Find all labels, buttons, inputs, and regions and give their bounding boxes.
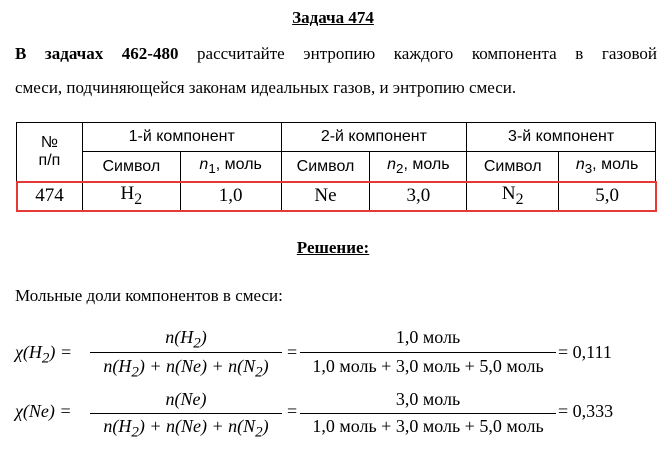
component-2-symbol: Ne	[281, 182, 370, 211]
formula2-value-denominator: 1,0 моль + 3,0 моль + 5,0 моль	[312, 416, 544, 436]
symbol-header-2: Символ	[281, 152, 370, 182]
solution-intro: Мольные доли компонентов в смеси:	[15, 286, 283, 305]
solution-title: Решение:	[296, 238, 370, 257]
component-1-header: 1-й компонент	[82, 123, 281, 152]
component-3-amount: 5,0	[559, 182, 656, 211]
component-1-symbol: $H_2$	[82, 182, 180, 211]
statement-rest: рассчитайте энтропию каждого компонента в газовой	[178, 44, 657, 63]
formula2-value-bar	[300, 413, 556, 414]
formula-mole-fraction-h2	[0, 325, 666, 385]
task-statement-line1	[15, 44, 657, 64]
formula1-lhs: $\chi(H_2)$ =	[15, 342, 73, 367]
n-header-3: $n_3$, моль	[559, 152, 656, 182]
component-3-header: 3-й компонент	[467, 123, 656, 152]
formula1-fraction-bar	[90, 352, 282, 353]
formula1-numerator: $n(H_2)$	[165, 327, 207, 352]
n-header-2: $n_2$, моль	[370, 152, 467, 182]
formula2-numerator: n(Ne)	[165, 389, 207, 409]
symbol-header-1: Символ	[82, 152, 180, 182]
formula1-value-bar	[300, 352, 556, 353]
formula2-value-numerator: 3,0 моль	[395, 389, 461, 409]
task-title: Задача 474	[292, 8, 374, 27]
formula1-value-numerator: 1,0 моль	[395, 327, 461, 347]
formula2-fraction-bar	[90, 413, 282, 414]
component-3-symbol: $N_2$	[467, 182, 559, 211]
symbol-header-3: Символ	[467, 152, 559, 182]
formula2-lhs: χ(Ne) =	[15, 401, 72, 421]
task-statement-line2: смеси, подчиняющейся законам идеальных газов, и энтропию смеси.	[15, 78, 517, 97]
row-number: 474	[17, 182, 83, 211]
component-2-header: 2-й компонент	[281, 123, 467, 152]
formula2-denominator: $n(H_2) + n(Ne) + n(N_2)$	[103, 416, 269, 441]
formula1-denominator: $n(H_2) + n(Ne) + n(N_2)$	[103, 356, 269, 381]
component-1-amount: 1,0	[180, 182, 281, 211]
formula1-value-denominator: 1,0 моль + 3,0 моль + 5,0 моль	[312, 356, 544, 376]
n-header-1: $n_1$, моль	[180, 152, 281, 182]
component-2-amount: 3,0	[370, 182, 467, 211]
number-sign: №	[40, 134, 59, 151]
number-abbr: п/п	[38, 152, 61, 169]
formula2-equals: =	[287, 401, 298, 421]
formula1-equals: =	[287, 342, 298, 362]
col-number-header	[17, 123, 83, 182]
task-table	[16, 122, 656, 211]
table-row	[17, 182, 656, 211]
formula1-result: = 0,111	[558, 342, 612, 362]
formula2-result: = 0,333	[558, 401, 614, 421]
task-range-bold: В задачах 462-480	[15, 44, 179, 63]
formula-mole-fraction-ne	[0, 389, 666, 449]
